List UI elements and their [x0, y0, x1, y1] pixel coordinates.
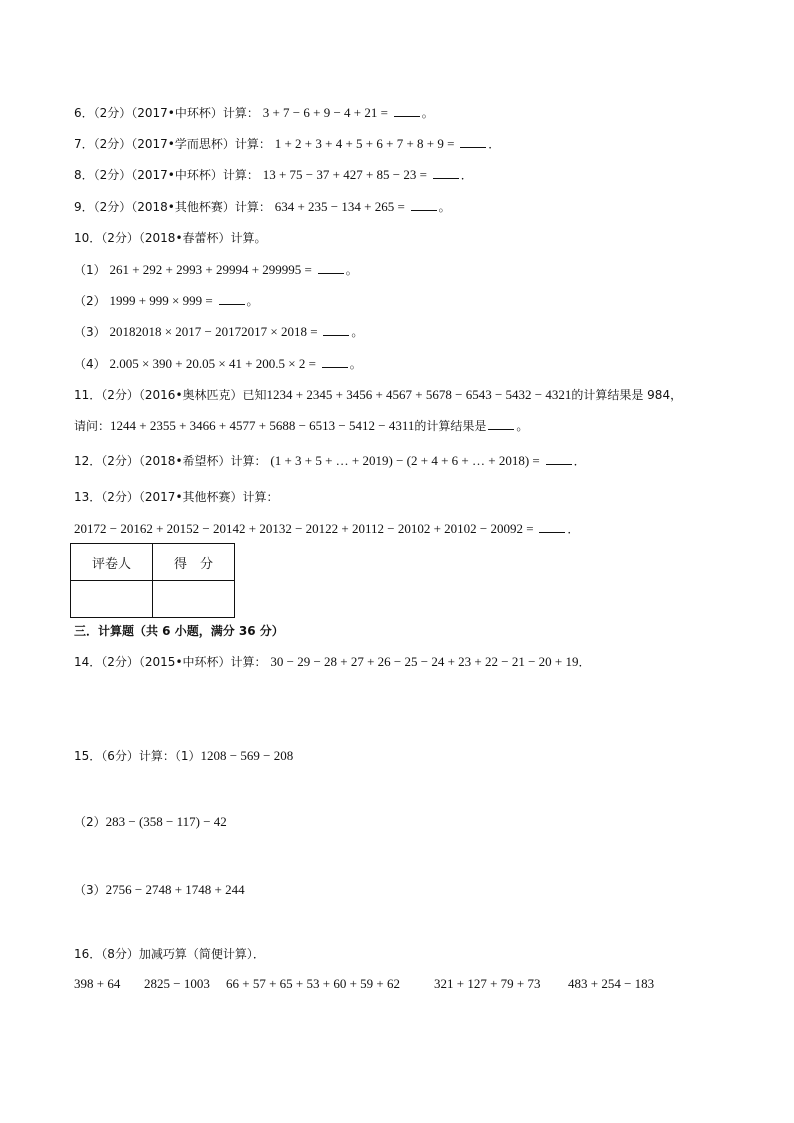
part-label: （2） — [74, 294, 106, 308]
question-11-line-2 — [74, 417, 528, 435]
question-10-part-2 — [74, 292, 259, 310]
question-11-line-1 — [74, 386, 682, 404]
answer-blank[interactable] — [411, 198, 437, 211]
question-15-expression-2: 283 − (358 − 117) − 42 — [105, 814, 227, 829]
answer-blank[interactable] — [394, 104, 420, 117]
question-8 — [74, 166, 473, 184]
part-label: （1） — [74, 263, 106, 277]
punctuation: 。 — [516, 419, 529, 433]
answer-blank[interactable] — [539, 520, 565, 533]
question-15-expression-1: 1208 − 569 − 208 — [200, 748, 294, 763]
question-16-item: 398 + 64 — [74, 976, 121, 991]
grader-table — [70, 543, 235, 618]
question-8-expression: 13 + 75 − 37 + 427 + 85 − 23 = — [262, 167, 427, 182]
question-7 — [74, 135, 500, 153]
answer-blank[interactable] — [318, 261, 344, 274]
part-expression: 2.005 × 390 + 20.05 × 41 + 200.5 × 2 = — [109, 356, 316, 371]
question-10-part-4 — [74, 355, 362, 373]
part-label: （3） — [74, 325, 106, 339]
score-header: 得 分 — [153, 544, 235, 581]
punctuation: 。 — [345, 263, 358, 277]
question-16-item: 2825 − 1003 — [144, 976, 210, 991]
question-10-part-3 — [74, 323, 363, 341]
question-9-expression: 634 + 235 − 134 + 265 = — [274, 199, 405, 214]
question-16-item: 321 + 127 + 79 + 73 — [434, 976, 541, 991]
question-9 — [74, 198, 451, 216]
question-15-expression-3: 2756 − 2748 + 1748 + 244 — [105, 882, 245, 897]
answer-blank[interactable] — [219, 292, 245, 305]
question-14 — [74, 653, 591, 671]
part-label: （2） — [74, 815, 106, 829]
punctuation: 。 — [246, 294, 259, 308]
question-16-item: 483 + 254 − 183 — [568, 976, 655, 991]
grader-header: 评卷人 — [71, 544, 153, 581]
question-6-expression: 3 + 7 − 6 + 9 − 4 + 21 = — [262, 105, 388, 120]
part-expression: 1999 + 999 × 999 = — [109, 293, 213, 308]
question-7-stem: 7．（2分）（2017•学而思杯）计算： — [74, 137, 271, 151]
question-14-stem: 14．（2分）（2015•中环杯）计算： — [74, 655, 267, 669]
question-10-part-1 — [74, 261, 358, 279]
punctuation: 。 — [438, 200, 451, 214]
question-13-expression: 20172 − 20162 + 20152 − 20142 + 20132 − 20122 + 20112 − 20102 + 20102 − 20092 = — [74, 521, 534, 536]
answer-blank[interactable] — [488, 417, 514, 430]
question-11-expression-2: 1244 + 2355 + 3466 + 4577 + 5688 − 6513 − 5412 − 4311 — [110, 418, 415, 433]
answer-blank[interactable] — [433, 166, 459, 179]
question-16-item: 66 + 57 + 65 + 53 + 60 + 59 + 62 — [226, 976, 400, 991]
punctuation: ． — [488, 137, 501, 151]
punctuation: ． — [578, 655, 591, 669]
grader-cell[interactable] — [71, 581, 153, 618]
question-12-expression: (1 + 3 + 5 + … + 2019) − (2 + 4 + 6 + … + 2018) = — [270, 453, 540, 468]
question-7-expression: 1 + 2 + 3 + 4 + 5 + 6 + 7 + 8 + 9 = — [274, 136, 455, 151]
punctuation: ． — [573, 454, 586, 468]
question-13 — [74, 520, 579, 538]
question-10-stem: 10．（2分）（2018•春蕾杯）计算。 — [74, 231, 267, 245]
part-expression: 20182018 × 2017 − 20172017 × 2018 = — [109, 324, 318, 339]
question-8-stem: 8．（2分）（2017•中环杯）计算： — [74, 168, 259, 182]
question-14-expression: 30 − 29 − 28 + 27 + 26 − 25 − 24 + 23 + 22 − 21 − 20 + 19 — [270, 654, 579, 669]
question-6 — [74, 104, 434, 122]
punctuation: 。 — [349, 357, 362, 371]
question-12 — [74, 452, 586, 470]
question-11-given-result: 的计算结果是 984， — [571, 388, 683, 402]
question-11-expression-1: 1234 + 2345 + 3456 + 4567 + 5678 − 6543 − 5432 − 4321 — [266, 387, 572, 402]
question-6-stem: 6．（2分）（2017•中环杯）计算： — [74, 106, 259, 120]
punctuation: ． — [460, 168, 473, 182]
punctuation: ． — [567, 522, 580, 536]
question-15-part-3 — [74, 881, 245, 899]
part-label: （3） — [74, 883, 106, 897]
punctuation: 。 — [421, 106, 434, 120]
question-11-lead: 请问： — [74, 419, 111, 433]
score-cell[interactable] — [153, 581, 235, 618]
punctuation: 。 — [351, 325, 364, 339]
question-9-stem: 9．（2分）（2018•其他杯赛）计算： — [74, 200, 271, 214]
question-15-part-1 — [74, 747, 293, 765]
question-16-stem: 16．（8分）加减巧算（简便计算）． — [74, 947, 265, 961]
question-13-stem: 13．（2分）（2017•其他杯赛）计算： — [74, 490, 279, 504]
question-15-part-2 — [74, 813, 227, 831]
part-expression: 261 + 292 + 2993 + 29994 + 299995 = — [109, 262, 312, 277]
part-label: （4） — [74, 357, 106, 371]
answer-blank[interactable] — [322, 355, 348, 368]
question-12-stem: 12．（2分）（2018•希望杯）计算： — [74, 454, 267, 468]
answer-blank[interactable] — [323, 323, 349, 336]
question-11-tail: 的计算结果是 — [414, 419, 487, 433]
question-15-stem: 15．（6分）计算：（1） — [74, 749, 201, 763]
answer-blank[interactable] — [546, 452, 572, 465]
answer-blank[interactable] — [460, 135, 486, 148]
question-11-stem: 11．（2分）（2016•奥林匹克）已知 — [74, 388, 267, 402]
section-title: 三．计算题（共 6 小题，满分 36 分） — [74, 624, 284, 638]
